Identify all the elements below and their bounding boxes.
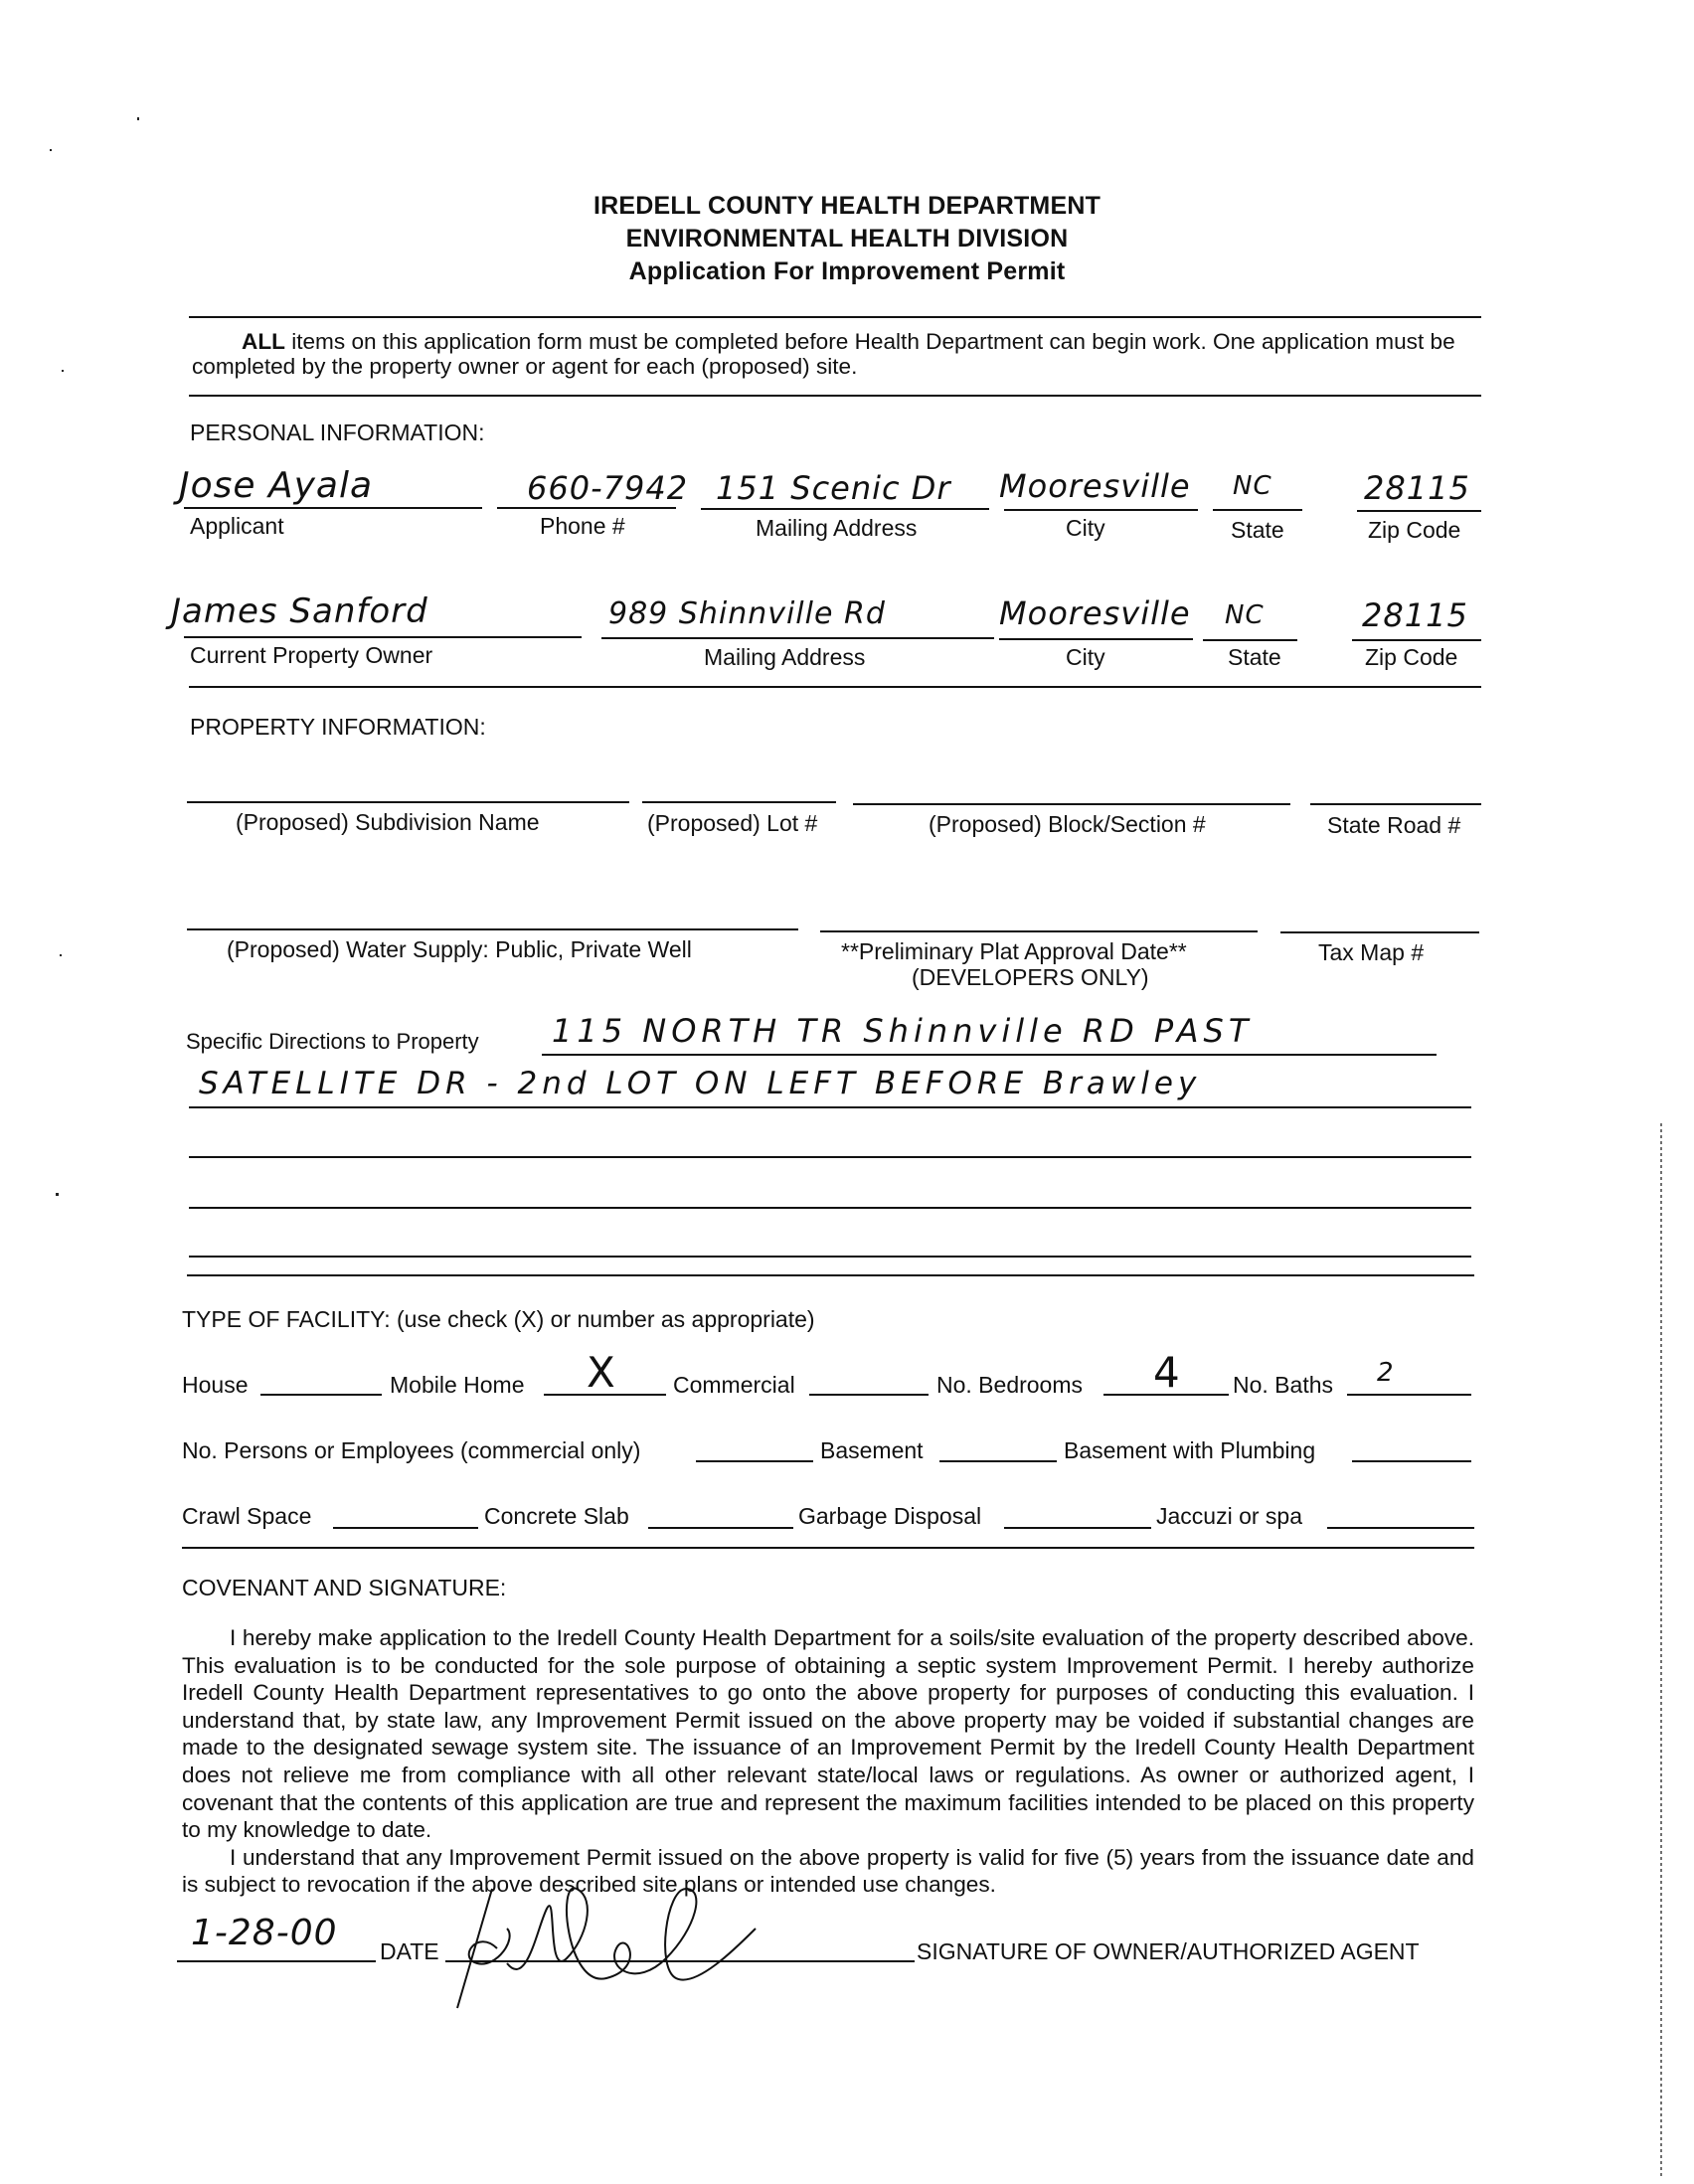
mobile-home-value[interactable]: X	[587, 1348, 616, 1397]
directions-line-2[interactable]	[189, 1106, 1471, 1108]
covenant-text	[182, 1624, 1474, 1899]
applicant-state-value[interactable]: NC	[1233, 471, 1272, 501]
owner-state-label: State	[1228, 644, 1281, 670]
applicant-state-field[interactable]	[1213, 509, 1302, 511]
section-property-info: PROPERTY INFORMATION:	[190, 714, 486, 740]
bedrooms-value[interactable]: 4	[1153, 1348, 1181, 1397]
scan-speck	[56, 1193, 59, 1196]
instructions	[192, 329, 1484, 379]
divider	[187, 1274, 1474, 1276]
applicant-state-label: State	[1231, 517, 1284, 543]
owner-state-value[interactable]: NC	[1225, 600, 1265, 630]
mobile-home-field[interactable]	[544, 1394, 666, 1396]
baths-label: No. Baths	[1233, 1372, 1333, 1398]
covenant-paragraph-2: I understand that any Improvement Permit issued on the above property is valid for five (5) years from the issuance date and is subject to revocation if the above described site plans or intended use changes.	[182, 1844, 1474, 1898]
tax-map-field[interactable]	[1280, 931, 1479, 933]
subdivision-label: (Proposed) Subdivision Name	[236, 809, 540, 835]
signature-scrawl	[437, 1869, 785, 2018]
concrete-slab-label: Concrete Slab	[484, 1503, 629, 1529]
directions-line-1[interactable]	[542, 1054, 1437, 1056]
owner-city-field[interactable]	[999, 638, 1193, 640]
owner-city-label: City	[1066, 644, 1105, 670]
basement-field[interactable]	[939, 1460, 1057, 1462]
block-label: (Proposed) Block/Section #	[929, 811, 1206, 837]
applicant-city-label: City	[1066, 515, 1105, 541]
directions-line-1-value[interactable]: 115 NORTH TR Shinnville RD PAST	[552, 1012, 1254, 1050]
owner-zip-value[interactable]: 28115	[1362, 596, 1468, 634]
phone-label: Phone #	[540, 513, 625, 539]
directions-line-5[interactable]	[189, 1256, 1471, 1258]
applicant-address-value[interactable]: 151 Scenic Dr	[716, 469, 951, 507]
applicant-zip-field[interactable]	[1357, 510, 1481, 512]
lot-field[interactable]	[642, 801, 836, 803]
phone-value[interactable]: 660-7942	[527, 469, 689, 507]
owner-state-field[interactable]	[1203, 639, 1297, 641]
section-covenant: COVENANT AND SIGNATURE:	[182, 1575, 507, 1600]
plat-date-field[interactable]	[820, 930, 1258, 932]
signature-label: SIGNATURE OF OWNER/AUTHORIZED AGENT	[917, 1938, 1420, 1964]
crawl-space-label: Crawl Space	[182, 1503, 312, 1529]
divider	[189, 686, 1481, 688]
section-personal-info: PERSONAL INFORMATION:	[190, 420, 485, 445]
phone-field[interactable]	[497, 507, 676, 509]
applicant-zip-value[interactable]: 28115	[1364, 469, 1470, 507]
lot-label: (Proposed) Lot #	[647, 810, 818, 836]
tax-map-label: Tax Map #	[1318, 939, 1425, 965]
jaccuzi-label: Jaccuzi or spa	[1156, 1503, 1303, 1529]
garbage-disposal-field[interactable]	[1004, 1527, 1151, 1529]
concrete-slab-field[interactable]	[648, 1527, 793, 1529]
baths-value[interactable]: 2	[1377, 1358, 1395, 1388]
baths-field[interactable]	[1347, 1394, 1471, 1396]
covenant-paragraph-1: I hereby make application to the Iredell County Health Department for a soils/site evaluation of the property described above. This evaluation is to be conducted for the sole purpose of obtaining a septic system Improvement Permit. I hereby authorize Iredell County Health Department representatives to go onto the above property for purposes of conducting this evaluation. I understand that, by state law, any Improvement Permit issued on the above property may be voided if substantial changes are made to the designated sewage system site. The issuance of an Improvement Permit by the Iredell County Health Department does not relieve me from compliance with all other relevant state/local laws or regulations. As owner or authorized agent, I covenant that the contents of this application are true and represent the maximum facilities intended to be placed on this property to my knowledge to date.	[182, 1625, 1474, 1843]
divider	[189, 395, 1481, 397]
plat-date-label: **Preliminary Plat Approval Date**	[841, 938, 1187, 964]
divider	[189, 316, 1481, 318]
basement-plumbing-label: Basement with Plumbing	[1064, 1437, 1316, 1463]
date-value[interactable]: 1-28-00	[191, 1913, 338, 1953]
owner-address-field[interactable]	[601, 637, 994, 639]
section-facility: TYPE OF FACILITY: (use check (X) or number as appropriate)	[182, 1306, 815, 1332]
owner-city-value[interactable]: Mooresville	[999, 594, 1191, 632]
water-supply-label: (Proposed) Water Supply: Public, Private Well	[227, 936, 692, 962]
owner-zip-field[interactable]	[1352, 639, 1481, 641]
owner-address-value[interactable]: 989 Shinnville Rd	[608, 596, 886, 631]
house-label: House	[182, 1372, 249, 1398]
scan-edge-artifact	[1660, 1123, 1662, 2177]
instructions-lead: ALL	[242, 329, 285, 354]
subdivision-field[interactable]	[187, 801, 629, 803]
block-field[interactable]	[853, 803, 1290, 805]
persons-field[interactable]	[696, 1460, 813, 1462]
persons-label: No. Persons or Employees (commercial only)	[182, 1437, 641, 1463]
commercial-field[interactable]	[809, 1394, 929, 1396]
applicant-field[interactable]	[184, 507, 482, 509]
scan-speck	[62, 370, 64, 372]
directions-label: Specific Directions to Property	[186, 1029, 479, 1054]
applicant-city-value[interactable]: Mooresville	[999, 467, 1191, 505]
commercial-label: Commercial	[673, 1372, 795, 1398]
instructions-text: items on this application form must be completed before Health Department can begin work. One application must be completed by the property owner or agent for each (proposed) site.	[192, 329, 1455, 379]
jaccuzi-field[interactable]	[1327, 1527, 1474, 1529]
plat-date-note: (DEVELOPERS ONLY)	[912, 964, 1149, 990]
owner-address-label: Mailing Address	[704, 644, 866, 670]
form-title: Application For Improvement Permit	[628, 257, 1066, 285]
bedrooms-field[interactable]	[1103, 1394, 1229, 1396]
state-road-field[interactable]	[1310, 803, 1481, 805]
scan-speck	[137, 117, 139, 120]
directions-line-4[interactable]	[189, 1207, 1471, 1209]
owner-label: Current Property Owner	[190, 642, 433, 668]
owner-zip-label: Zip Code	[1365, 644, 1458, 670]
bedrooms-label: No. Bedrooms	[936, 1372, 1084, 1398]
applicant-address-field[interactable]	[701, 508, 989, 510]
owner-value[interactable]: James Sanford	[171, 591, 428, 631]
crawl-space-field[interactable]	[333, 1527, 478, 1529]
header-division: ENVIRONMENTAL HEALTH DIVISION	[625, 225, 1069, 252]
water-supply-field[interactable]	[187, 928, 798, 930]
divider	[182, 1547, 1474, 1549]
state-road-label: State Road #	[1327, 812, 1461, 838]
house-field[interactable]	[260, 1394, 382, 1396]
scan-speck	[60, 954, 62, 956]
applicant-label: Applicant	[190, 513, 284, 539]
applicant-zip-label: Zip Code	[1368, 517, 1461, 543]
directions-line-2-value[interactable]: SATELLITE DR - 2nd LOT ON LEFT BEFORE Brawley	[199, 1066, 1202, 1101]
date-label: DATE	[380, 1938, 439, 1964]
date-field[interactable]	[177, 1960, 376, 1962]
mobile-home-label: Mobile Home	[390, 1372, 525, 1398]
applicant-value[interactable]: Jose Ayala	[179, 465, 374, 506]
basement-plumbing-field[interactable]	[1352, 1460, 1471, 1462]
owner-field[interactable]	[184, 636, 582, 638]
applicant-address-label: Mailing Address	[756, 515, 918, 541]
scan-speck	[50, 149, 52, 151]
garbage-disposal-label: Garbage Disposal	[798, 1503, 982, 1529]
basement-label: Basement	[820, 1437, 924, 1463]
applicant-city-field[interactable]	[1004, 509, 1198, 511]
header-agency: IREDELL COUNTY HEALTH DEPARTMENT	[593, 192, 1101, 220]
directions-line-3[interactable]	[189, 1156, 1471, 1158]
